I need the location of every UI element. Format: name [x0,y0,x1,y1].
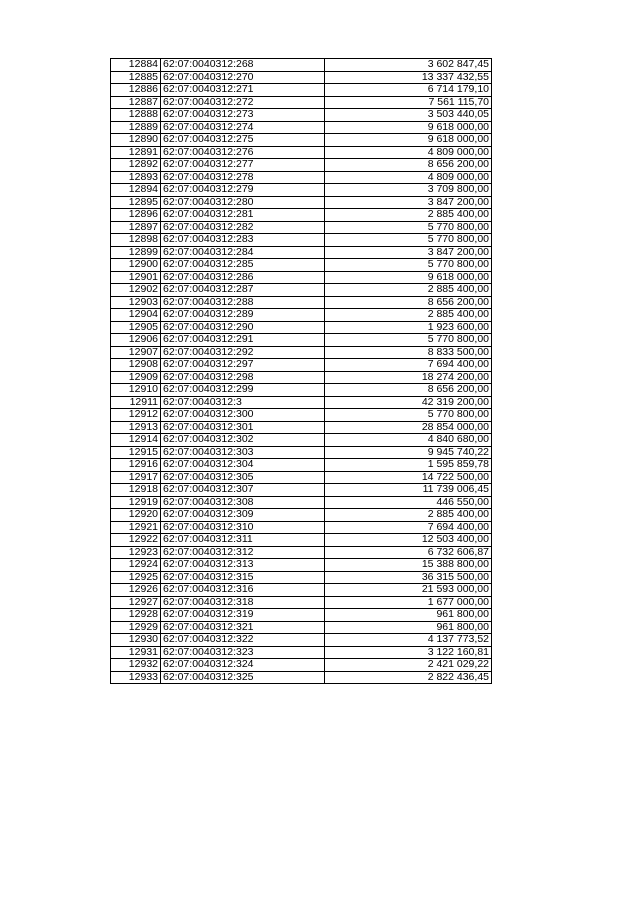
table-row [111,371,492,384]
cadastral-number-cell: 62:07:0040312:288 [161,296,325,309]
table-row [111,609,492,622]
cadastral-number-cell: 62:07:0040312:275 [161,134,325,147]
row-number-cell: 12907 [111,346,161,359]
table-row [111,96,492,109]
cadastral-value-cell: 36 315 500,00 [325,571,492,584]
cadastral-number-cell: 62:07:0040312:289 [161,309,325,322]
table-row [111,71,492,84]
row-number-cell: 12914 [111,434,161,447]
cadastral-number-cell: 62:07:0040312:271 [161,84,325,97]
row-number-cell: 12933 [111,671,161,684]
cadastral-value-cell: 42 319 200,00 [325,396,492,409]
row-number-cell: 12910 [111,384,161,397]
row-number-cell: 12901 [111,271,161,284]
table-body [111,59,492,684]
cadastral-value-cell: 5 770 800,00 [325,409,492,422]
row-number-cell: 12909 [111,371,161,384]
row-number-cell: 12885 [111,71,161,84]
row-number-cell: 12896 [111,209,161,222]
cadastral-value-cell: 5 770 800,00 [325,234,492,247]
cadastral-number-cell: 62:07:0040312:276 [161,146,325,159]
cadastral-number-cell: 62:07:0040312:3 [161,396,325,409]
cadastral-value-cell: 3 503 440,05 [325,109,492,122]
row-number-cell: 12923 [111,546,161,559]
table-row [111,671,492,684]
cadastral-number-cell: 62:07:0040312:278 [161,171,325,184]
cadastral-number-cell: 62:07:0040312:290 [161,321,325,334]
table-row [111,159,492,172]
cadastral-number-cell: 62:07:0040312:277 [161,159,325,172]
row-number-cell: 12927 [111,596,161,609]
table-row [111,134,492,147]
row-number-cell: 12890 [111,134,161,147]
cadastral-value-cell: 21 593 000,00 [325,584,492,597]
cadastral-number-cell: 62:07:0040312:318 [161,596,325,609]
row-number-cell: 12893 [111,171,161,184]
row-number-cell: 12928 [111,609,161,622]
cadastral-number-cell: 62:07:0040312:305 [161,471,325,484]
table-row [111,446,492,459]
cadastral-number-cell: 62:07:0040312:284 [161,246,325,259]
table-row [111,196,492,209]
row-number-cell: 12918 [111,484,161,497]
table-row [111,409,492,422]
cadastral-number-cell: 62:07:0040312:321 [161,621,325,634]
cadastral-value-cell: 9 618 000,00 [325,121,492,134]
cadastral-number-cell: 62:07:0040312:300 [161,409,325,422]
row-number-cell: 12908 [111,359,161,372]
cadastral-value-cell: 3 847 200,00 [325,246,492,259]
table-row [111,121,492,134]
row-number-cell: 12922 [111,534,161,547]
cadastral-number-cell: 62:07:0040312:282 [161,221,325,234]
table-row [111,284,492,297]
table-row [111,546,492,559]
cadastral-number-cell: 62:07:0040312:308 [161,496,325,509]
cadastral-value-table [110,58,492,684]
table-row [111,421,492,434]
cadastral-number-cell: 62:07:0040312:272 [161,96,325,109]
table-row [111,109,492,122]
table-row [111,384,492,397]
row-number-cell: 12899 [111,246,161,259]
table-row [111,209,492,222]
cadastral-number-cell: 62:07:0040312:291 [161,334,325,347]
cadastral-number-cell: 62:07:0040312:311 [161,534,325,547]
cadastral-number-cell: 62:07:0040312:292 [161,346,325,359]
row-number-cell: 12930 [111,634,161,647]
row-number-cell: 12886 [111,84,161,97]
cadastral-value-cell: 7 561 115,70 [325,96,492,109]
cadastral-value-cell: 4 809 000,00 [325,146,492,159]
cadastral-value-cell: 3 122 160,81 [325,646,492,659]
table-row [111,234,492,247]
cadastral-value-cell: 3 709 800,00 [325,184,492,197]
table-row [111,496,492,509]
cadastral-number-cell: 62:07:0040312:324 [161,659,325,672]
table-row [111,509,492,522]
row-number-cell: 12892 [111,159,161,172]
row-number-cell: 12925 [111,571,161,584]
row-number-cell: 12920 [111,509,161,522]
table-row [111,434,492,447]
table-row [111,184,492,197]
cadastral-number-cell: 62:07:0040312:304 [161,459,325,472]
row-number-cell: 12898 [111,234,161,247]
cadastral-number-cell: 62:07:0040312:301 [161,421,325,434]
row-number-cell: 12894 [111,184,161,197]
row-number-cell: 12931 [111,646,161,659]
table-row [111,471,492,484]
table-row [111,359,492,372]
cadastral-value-cell: 8 656 200,00 [325,159,492,172]
table-row [111,646,492,659]
cadastral-value-cell: 8 656 200,00 [325,296,492,309]
cadastral-number-cell: 62:07:0040312:316 [161,584,325,597]
cadastral-value-cell: 6 714 179,10 [325,84,492,97]
cadastral-value-cell: 2 822 436,45 [325,671,492,684]
table-row [111,596,492,609]
cadastral-value-cell: 1 677 000,00 [325,596,492,609]
cadastral-number-cell: 62:07:0040312:312 [161,546,325,559]
row-number-cell: 12924 [111,559,161,572]
cadastral-number-cell: 62:07:0040312:297 [161,359,325,372]
table-row [111,246,492,259]
cadastral-value-cell: 8 833 500,00 [325,346,492,359]
row-number-cell: 12919 [111,496,161,509]
cadastral-value-cell: 6 732 606,87 [325,546,492,559]
cadastral-value-cell: 12 503 400,00 [325,534,492,547]
row-number-cell: 12904 [111,309,161,322]
cadastral-number-cell: 62:07:0040312:303 [161,446,325,459]
cadastral-value-cell: 15 388 800,00 [325,559,492,572]
table-row [111,146,492,159]
table-row [111,309,492,322]
table-row [111,659,492,672]
cadastral-number-cell: 62:07:0040312:307 [161,484,325,497]
cadastral-number-cell: 62:07:0040312:323 [161,646,325,659]
row-number-cell: 12884 [111,59,161,72]
cadastral-number-cell: 62:07:0040312:299 [161,384,325,397]
cadastral-number-cell: 62:07:0040312:287 [161,284,325,297]
row-number-cell: 12917 [111,471,161,484]
row-number-cell: 12929 [111,621,161,634]
cadastral-value-cell: 9 618 000,00 [325,271,492,284]
cadastral-number-cell: 62:07:0040312:302 [161,434,325,447]
row-number-cell: 12897 [111,221,161,234]
cadastral-value-cell: 5 770 800,00 [325,334,492,347]
cadastral-value-cell: 2 885 400,00 [325,509,492,522]
row-number-cell: 12895 [111,196,161,209]
table-row [111,321,492,334]
cadastral-value-cell: 14 722 500,00 [325,471,492,484]
row-number-cell: 12902 [111,284,161,297]
table-row [111,346,492,359]
table-row [111,459,492,472]
cadastral-number-cell: 62:07:0040312:274 [161,121,325,134]
cadastral-number-cell: 62:07:0040312:315 [161,571,325,584]
cadastral-number-cell: 62:07:0040312:309 [161,509,325,522]
row-number-cell: 12911 [111,396,161,409]
table-row [111,84,492,97]
cadastral-number-cell: 62:07:0040312:279 [161,184,325,197]
row-number-cell: 12932 [111,659,161,672]
row-number-cell: 12889 [111,121,161,134]
row-number-cell: 12915 [111,446,161,459]
table-row [111,271,492,284]
cadastral-number-cell: 62:07:0040312:273 [161,109,325,122]
cadastral-number-cell: 62:07:0040312:281 [161,209,325,222]
cadastral-number-cell: 62:07:0040312:322 [161,634,325,647]
cadastral-value-cell: 18 274 200,00 [325,371,492,384]
table-row [111,59,492,72]
cadastral-value-cell: 2 885 400,00 [325,209,492,222]
table-row [111,571,492,584]
table-row [111,584,492,597]
row-number-cell: 12906 [111,334,161,347]
table-row [111,621,492,634]
table-row [111,334,492,347]
cadastral-value-cell: 2 885 400,00 [325,309,492,322]
table-row [111,171,492,184]
row-number-cell: 12921 [111,521,161,534]
row-number-cell: 12888 [111,109,161,122]
cadastral-value-cell: 9 945 740,22 [325,446,492,459]
cadastral-value-cell: 1 595 859,78 [325,459,492,472]
table-row [111,221,492,234]
row-number-cell: 12916 [111,459,161,472]
cadastral-value-cell: 2 885 400,00 [325,284,492,297]
cadastral-value-cell: 4 137 773,52 [325,634,492,647]
table-row [111,296,492,309]
cadastral-number-cell: 62:07:0040312:325 [161,671,325,684]
cadastral-number-cell: 62:07:0040312:313 [161,559,325,572]
row-number-cell: 12926 [111,584,161,597]
cadastral-number-cell: 62:07:0040312:270 [161,71,325,84]
cadastral-value-cell: 7 694 400,00 [325,521,492,534]
table-row [111,259,492,272]
cadastral-value-cell: 961 800,00 [325,609,492,622]
row-number-cell: 12903 [111,296,161,309]
cadastral-value-cell: 13 337 432,55 [325,71,492,84]
cadastral-value-cell: 4 840 680,00 [325,434,492,447]
cadastral-number-cell: 62:07:0040312:298 [161,371,325,384]
cadastral-value-cell: 5 770 800,00 [325,221,492,234]
table-row [111,534,492,547]
cadastral-value-cell: 961 800,00 [325,621,492,634]
cadastral-number-cell: 62:07:0040312:280 [161,196,325,209]
cadastral-number-cell: 62:07:0040312:283 [161,234,325,247]
cadastral-number-cell: 62:07:0040312:286 [161,271,325,284]
cadastral-value-cell: 446 550,00 [325,496,492,509]
cadastral-number-cell: 62:07:0040312:268 [161,59,325,72]
cadastral-value-cell: 3 847 200,00 [325,196,492,209]
cadastral-value-cell: 1 923 600,00 [325,321,492,334]
row-number-cell: 12891 [111,146,161,159]
table-row [111,521,492,534]
cadastral-value-cell: 28 854 000,00 [325,421,492,434]
cadastral-number-cell: 62:07:0040312:319 [161,609,325,622]
cadastral-value-cell: 4 809 000,00 [325,171,492,184]
row-number-cell: 12913 [111,421,161,434]
cadastral-value-cell: 7 694 400,00 [325,359,492,372]
row-number-cell: 12900 [111,259,161,272]
cadastral-value-cell: 2 421 029,22 [325,659,492,672]
cadastral-number-cell: 62:07:0040312:310 [161,521,325,534]
row-number-cell: 12887 [111,96,161,109]
cadastral-value-cell: 9 618 000,00 [325,134,492,147]
cadastral-value-cell: 5 770 800,00 [325,259,492,272]
table-row [111,484,492,497]
table-row [111,396,492,409]
table-row [111,634,492,647]
cadastral-value-cell: 8 656 200,00 [325,384,492,397]
cadastral-number-cell: 62:07:0040312:285 [161,259,325,272]
cadastral-value-cell: 3 602 847,45 [325,59,492,72]
row-number-cell: 12912 [111,409,161,422]
row-number-cell: 12905 [111,321,161,334]
table-row [111,559,492,572]
cadastral-value-cell: 11 739 006,45 [325,484,492,497]
